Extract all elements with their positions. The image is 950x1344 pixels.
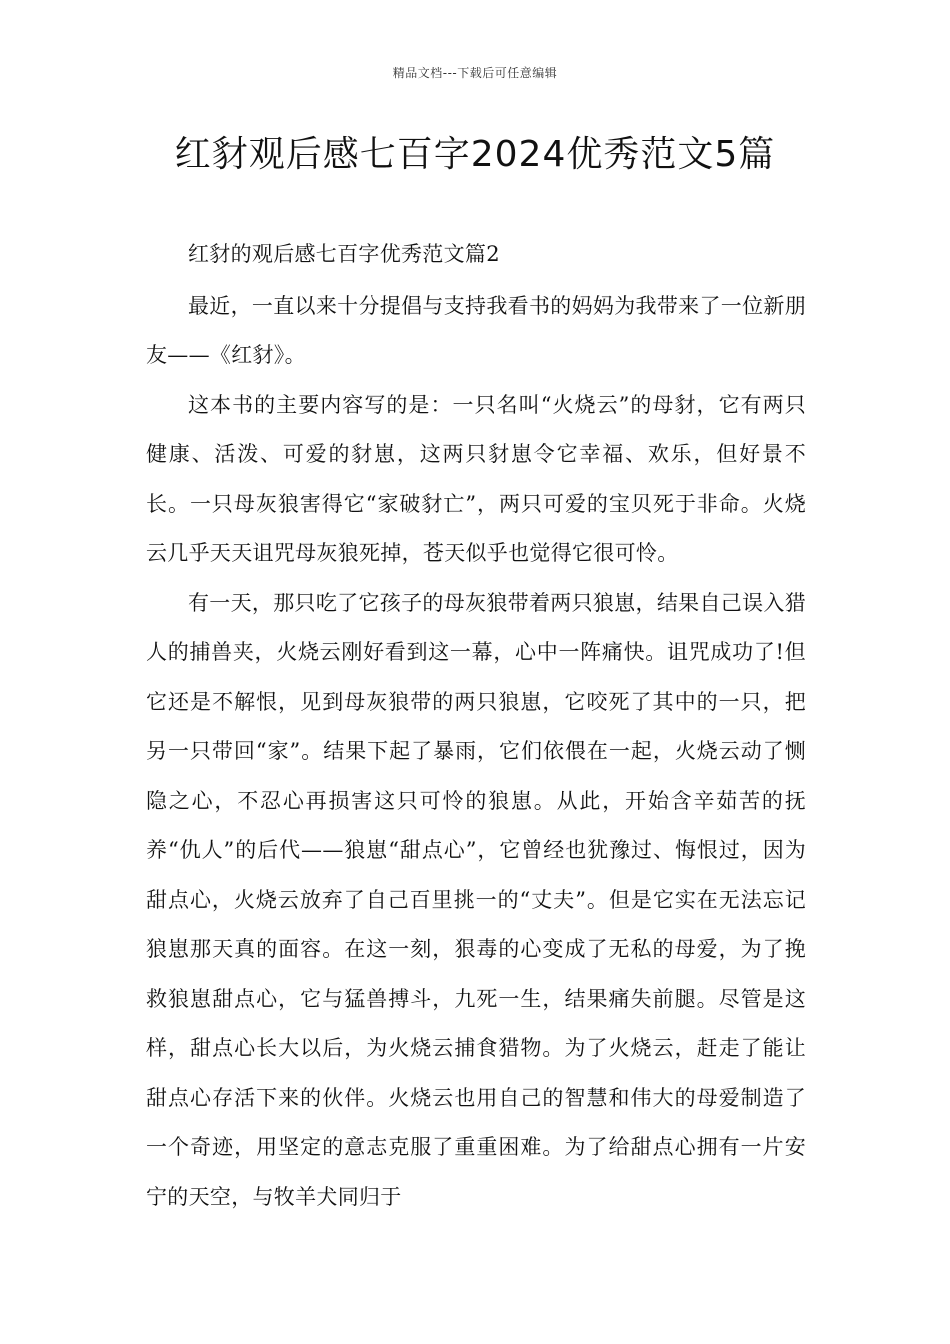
article-paragraph-1: 最近，一直以来十分提倡与支持我看书的妈妈为我带来了一位新朋友——《红豺》。 <box>146 293 806 367</box>
article-body <box>146 230 806 1222</box>
page-header-note: 精品文档---下载后可任意编辑 <box>392 66 558 80</box>
document-title: 红豺观后感七百字2024优秀范文5篇 <box>174 134 776 175</box>
article-paragraph-3: 有一天，那只吃了它孩子的母灰狼带着两只狼崽，结果自己误入猎人的捕兽夹，火烧云刚好看到这一幕，心中一阵痛快。诅咒成功了!但它还是不解恨，见到母灰狼带的两只狼崽，它咬死了其中的一只，把另一只带回“家”。结果下起了暴雨，它们依偎在一起，火烧云动了恻隐之心，不忍心再损害这只可怜的狼崽。从此，开始含辛茹苦的抚养“仇人”的后代——狼崽“甜点心”，它曾经也犹豫过、悔恨过，因为甜点心，火烧云放弃了自己百里挑一的“丈夫”。但是它实在无法忘记狼崽那天真的面容。在这一刻，狠毒的心变成了无私的母爱，为了挽救狼崽甜点心，它与猛兽搏斗，九死一生，结果痛失前腿。尽管是这样，甜点心长大以后，为火烧云捕食猎物。为了火烧云，赶走了能让甜点心存活下来的伙伴。火烧云也用自己的智慧和伟大的母爱制造了一个奇迹，用坚定的意志克服了重重困难。为了给甜点心拥有一片安宁的天空，与牧羊犬同归于 <box>146 590 806 1209</box>
article-subheading: 红豺的观后感七百字优秀范文篇2 <box>188 242 500 266</box>
article-paragraph-2: 这本书的主要内容写的是：一只名叫“火烧云”的母豺，它有两只健康、活泼、可爱的豺崽，这两只豺崽令它幸福、欢乐，但好景不长。一只母灰狼害得它“家破豺亡”，两只可爱的宝贝死于非命。火烧云几乎天天诅咒母灰狼死掉，苍天似乎也觉得它很可怜。 <box>146 392 806 565</box>
